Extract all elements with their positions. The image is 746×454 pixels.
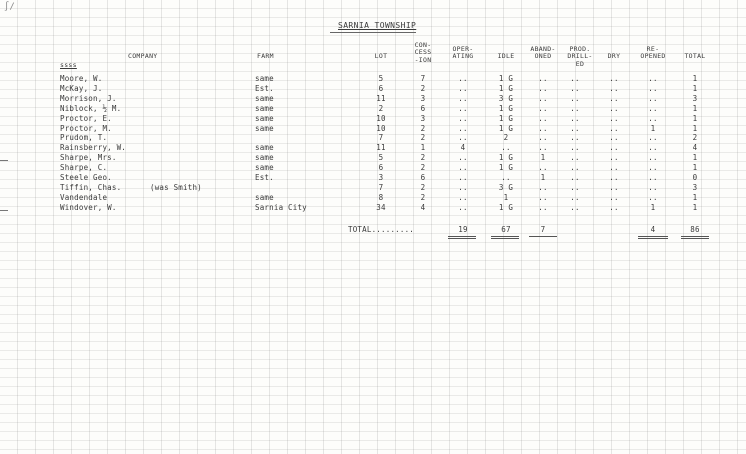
concession-number: 2 bbox=[420, 83, 426, 93]
header-producing: PROD. DRILL- ED bbox=[567, 45, 593, 68]
idle-count: 2 bbox=[503, 133, 509, 143]
company-name: Windover, W. bbox=[60, 202, 117, 212]
abandoned-count: .. bbox=[538, 143, 548, 153]
farm-name: same bbox=[255, 153, 274, 163]
company-name: Prudom, T. bbox=[60, 133, 108, 143]
company-name: Morrison, J. bbox=[60, 93, 117, 103]
concession-number: 4 bbox=[420, 202, 426, 212]
total-operating: 19 bbox=[458, 225, 468, 234]
margin-tick bbox=[0, 210, 8, 211]
operating-count: .. bbox=[458, 113, 468, 123]
total-underline bbox=[448, 238, 476, 239]
reopened-count: 1 bbox=[650, 123, 656, 133]
header-concession: CON- CESS -ION bbox=[414, 41, 432, 64]
company-name: Proctor, E. bbox=[60, 113, 112, 123]
abandoned-count: 1 bbox=[540, 173, 546, 182]
row-total: 1 bbox=[692, 153, 698, 163]
concession-number: 2 bbox=[420, 192, 426, 202]
farm-name: same bbox=[255, 74, 274, 83]
lot-number: 11 bbox=[376, 143, 386, 153]
concession-number: 3 bbox=[420, 113, 426, 123]
concession-number: 1 bbox=[420, 143, 426, 153]
concession-number: 2 bbox=[420, 163, 426, 173]
lot-number: 5 bbox=[378, 153, 384, 163]
idle-count: 1 G bbox=[498, 74, 514, 83]
idle-count: 1 bbox=[503, 192, 509, 202]
total-underline bbox=[491, 238, 519, 239]
producing-count: .. bbox=[570, 202, 580, 212]
reopened-count: .. bbox=[648, 153, 658, 163]
dry-count: .. bbox=[609, 163, 619, 173]
company-name: Vandendale bbox=[60, 192, 108, 202]
operating-count: .. bbox=[458, 133, 468, 143]
total-underline bbox=[681, 236, 709, 237]
lot-number: 7 bbox=[378, 182, 384, 192]
total-underline bbox=[529, 236, 557, 237]
header-lot: LOT bbox=[374, 52, 388, 60]
company-note: (was Smith) bbox=[150, 182, 202, 192]
lot-number: 10 bbox=[376, 113, 386, 123]
row-total: 0 bbox=[692, 173, 698, 182]
dry-count: .. bbox=[609, 143, 619, 153]
concession-number: 7 bbox=[420, 74, 426, 83]
abandoned-count: .. bbox=[538, 163, 548, 173]
header-stamp: ssss bbox=[60, 61, 77, 69]
concession-number: 2 bbox=[420, 153, 426, 163]
lot-number: 3 bbox=[378, 173, 384, 182]
concession-number: 6 bbox=[420, 173, 426, 182]
total-underline bbox=[448, 236, 476, 237]
dry-count: .. bbox=[609, 93, 619, 103]
operating-count: .. bbox=[458, 103, 468, 113]
totals-label: TOTAL......... bbox=[348, 225, 415, 234]
producing-count: .. bbox=[570, 173, 580, 182]
lot-number: 6 bbox=[378, 83, 384, 93]
reopened-count: .. bbox=[648, 74, 658, 83]
dry-count: .. bbox=[609, 173, 619, 182]
producing-count: .. bbox=[570, 143, 580, 153]
producing-count: .. bbox=[570, 103, 580, 113]
reopened-count: .. bbox=[648, 182, 658, 192]
page-title: SARNIA TOWNSHIP bbox=[338, 21, 417, 30]
operating-count: .. bbox=[458, 163, 468, 173]
reopened-count: 1 bbox=[650, 202, 656, 212]
dry-count: .. bbox=[609, 103, 619, 113]
idle-count: 1 G bbox=[498, 163, 514, 173]
farm-name: same bbox=[255, 192, 274, 202]
farm-name: Sarnia City bbox=[255, 202, 307, 212]
reopened-count: .. bbox=[648, 143, 658, 153]
row-total: 3 bbox=[692, 182, 698, 192]
dry-count: .. bbox=[609, 74, 619, 83]
total-underline bbox=[491, 236, 519, 237]
idle-count: 1 G bbox=[498, 153, 514, 163]
abandoned-count: .. bbox=[538, 83, 548, 93]
farm-name: same bbox=[255, 143, 274, 153]
header-operating: OPER- ATING bbox=[452, 45, 474, 61]
lot-number: 11 bbox=[376, 93, 386, 103]
reopened-count: .. bbox=[648, 113, 658, 123]
operating-count: .. bbox=[458, 74, 468, 83]
header-total: TOTAL bbox=[684, 52, 706, 60]
abandoned-count: .. bbox=[538, 93, 548, 103]
operating-count: .. bbox=[458, 93, 468, 103]
lot-number: 7 bbox=[378, 133, 384, 143]
row-total: 1 bbox=[692, 163, 698, 173]
company-name: Niblock, ½ M. bbox=[60, 103, 122, 113]
operating-count: .. bbox=[458, 202, 468, 212]
dry-count: .. bbox=[609, 133, 619, 143]
farm-name: same bbox=[255, 163, 274, 173]
header-farm: FARM bbox=[257, 52, 274, 60]
reopened-count: .. bbox=[648, 192, 658, 202]
company-name: Tiffin, Chas. bbox=[60, 182, 122, 192]
company-name: Moore, W. bbox=[60, 74, 103, 83]
dry-count: .. bbox=[609, 192, 619, 202]
total-underline bbox=[638, 238, 668, 239]
abandoned-count: .. bbox=[538, 182, 548, 192]
total-underline bbox=[681, 238, 709, 239]
producing-count: .. bbox=[570, 123, 580, 133]
dry-count: .. bbox=[609, 113, 619, 123]
header-reopened: RE- OPENED bbox=[640, 45, 666, 61]
concession-number: 2 bbox=[420, 182, 426, 192]
abandoned-count: .. bbox=[538, 123, 548, 133]
idle-count: 3 G bbox=[498, 93, 514, 103]
operating-count: .. bbox=[458, 83, 468, 93]
company-name: Sharpe, C. bbox=[60, 163, 108, 173]
reopened-count: .. bbox=[648, 133, 658, 143]
producing-count: .. bbox=[570, 113, 580, 123]
reopened-count: .. bbox=[648, 83, 658, 93]
operating-count: .. bbox=[458, 153, 468, 163]
reopened-count: .. bbox=[648, 93, 658, 103]
header-dry: DRY bbox=[607, 52, 621, 60]
header-idle: IDLE bbox=[497, 52, 515, 60]
farm-name: same bbox=[255, 113, 274, 123]
idle-count: .. bbox=[501, 173, 511, 182]
producing-count: .. bbox=[570, 153, 580, 163]
concession-number: 3 bbox=[420, 93, 426, 103]
row-total: 1 bbox=[692, 74, 698, 83]
idle-count: 1 G bbox=[498, 103, 514, 113]
lot-number: 2 bbox=[378, 103, 384, 113]
margin-scribble: ∫/ bbox=[4, 2, 15, 12]
total-underline bbox=[638, 236, 668, 237]
header-abandoned: ABAND- ONED bbox=[530, 45, 556, 61]
operating-count: .. bbox=[458, 182, 468, 192]
idle-count: 1 G bbox=[498, 83, 514, 93]
dry-count: .. bbox=[609, 123, 619, 133]
concession-number: 6 bbox=[420, 103, 426, 113]
lot-number: 5 bbox=[378, 74, 384, 83]
operating-count: .. bbox=[458, 123, 468, 133]
abandoned-count: .. bbox=[538, 103, 548, 113]
dry-count: .. bbox=[609, 83, 619, 93]
row-total: 1 bbox=[692, 192, 698, 202]
idle-count: 3 G bbox=[498, 182, 514, 192]
concession-number: 2 bbox=[420, 123, 426, 133]
row-total: 1 bbox=[692, 202, 698, 212]
row-total: 1 bbox=[692, 83, 698, 93]
total-abandoned: 7 bbox=[540, 225, 546, 234]
company-name: Steele Geo. bbox=[60, 173, 112, 182]
company-name: Sharpe, Mrs. bbox=[60, 153, 117, 163]
operating-count: .. bbox=[458, 192, 468, 202]
farm-name: same bbox=[255, 103, 274, 113]
lot-number: 34 bbox=[376, 202, 386, 212]
row-total: 4 bbox=[692, 143, 698, 153]
row-total: 1 bbox=[692, 123, 698, 133]
abandoned-count: .. bbox=[538, 113, 548, 123]
producing-count: .. bbox=[570, 192, 580, 202]
grand-total: 86 bbox=[690, 225, 700, 234]
company-name: McKay, J. bbox=[60, 83, 103, 93]
abandoned-count: .. bbox=[538, 202, 548, 212]
title-underline bbox=[330, 32, 416, 33]
abandoned-count: .. bbox=[538, 74, 548, 83]
farm-name: same bbox=[255, 93, 274, 103]
lot-number: 8 bbox=[378, 192, 384, 202]
total-reopened: 4 bbox=[650, 225, 656, 234]
row-total: 2 bbox=[692, 133, 698, 143]
farm-name: Est. bbox=[255, 173, 274, 182]
producing-count: .. bbox=[570, 133, 580, 143]
dry-count: .. bbox=[609, 182, 619, 192]
abandoned-count: .. bbox=[538, 133, 548, 143]
margin-tick bbox=[0, 160, 8, 161]
producing-count: .. bbox=[570, 83, 580, 93]
lot-number: 6 bbox=[378, 163, 384, 173]
producing-count: .. bbox=[570, 163, 580, 173]
row-total: 1 bbox=[692, 113, 698, 123]
dry-count: .. bbox=[609, 202, 619, 212]
header-company: COMPANY bbox=[128, 52, 158, 60]
producing-count: .. bbox=[570, 182, 580, 192]
farm-name: Est. bbox=[255, 83, 274, 93]
dry-count: .. bbox=[609, 153, 619, 163]
abandoned-count: 1 bbox=[540, 153, 546, 163]
operating-count: 4 bbox=[460, 143, 466, 153]
producing-count: .. bbox=[570, 74, 580, 83]
idle-count: 1 G bbox=[498, 113, 514, 123]
idle-count: 1 G bbox=[498, 202, 514, 212]
lot-number: 10 bbox=[376, 123, 386, 133]
producing-count: .. bbox=[570, 93, 580, 103]
row-total: 3 bbox=[692, 93, 698, 103]
idle-count: .. bbox=[501, 143, 511, 153]
total-idle: 67 bbox=[501, 225, 511, 234]
concession-number: 2 bbox=[420, 133, 426, 143]
row-total: 1 bbox=[692, 103, 698, 113]
reopened-count: .. bbox=[648, 103, 658, 113]
abandoned-count: .. bbox=[538, 192, 548, 202]
company-name: Proctor, M. bbox=[60, 123, 112, 133]
reopened-count: .. bbox=[648, 163, 658, 173]
idle-count: 1 G bbox=[498, 123, 514, 133]
reopened-count: .. bbox=[648, 173, 658, 182]
operating-count: .. bbox=[458, 173, 468, 182]
farm-name: same bbox=[255, 123, 274, 133]
company-name: Rainsberry, W. bbox=[60, 143, 127, 153]
